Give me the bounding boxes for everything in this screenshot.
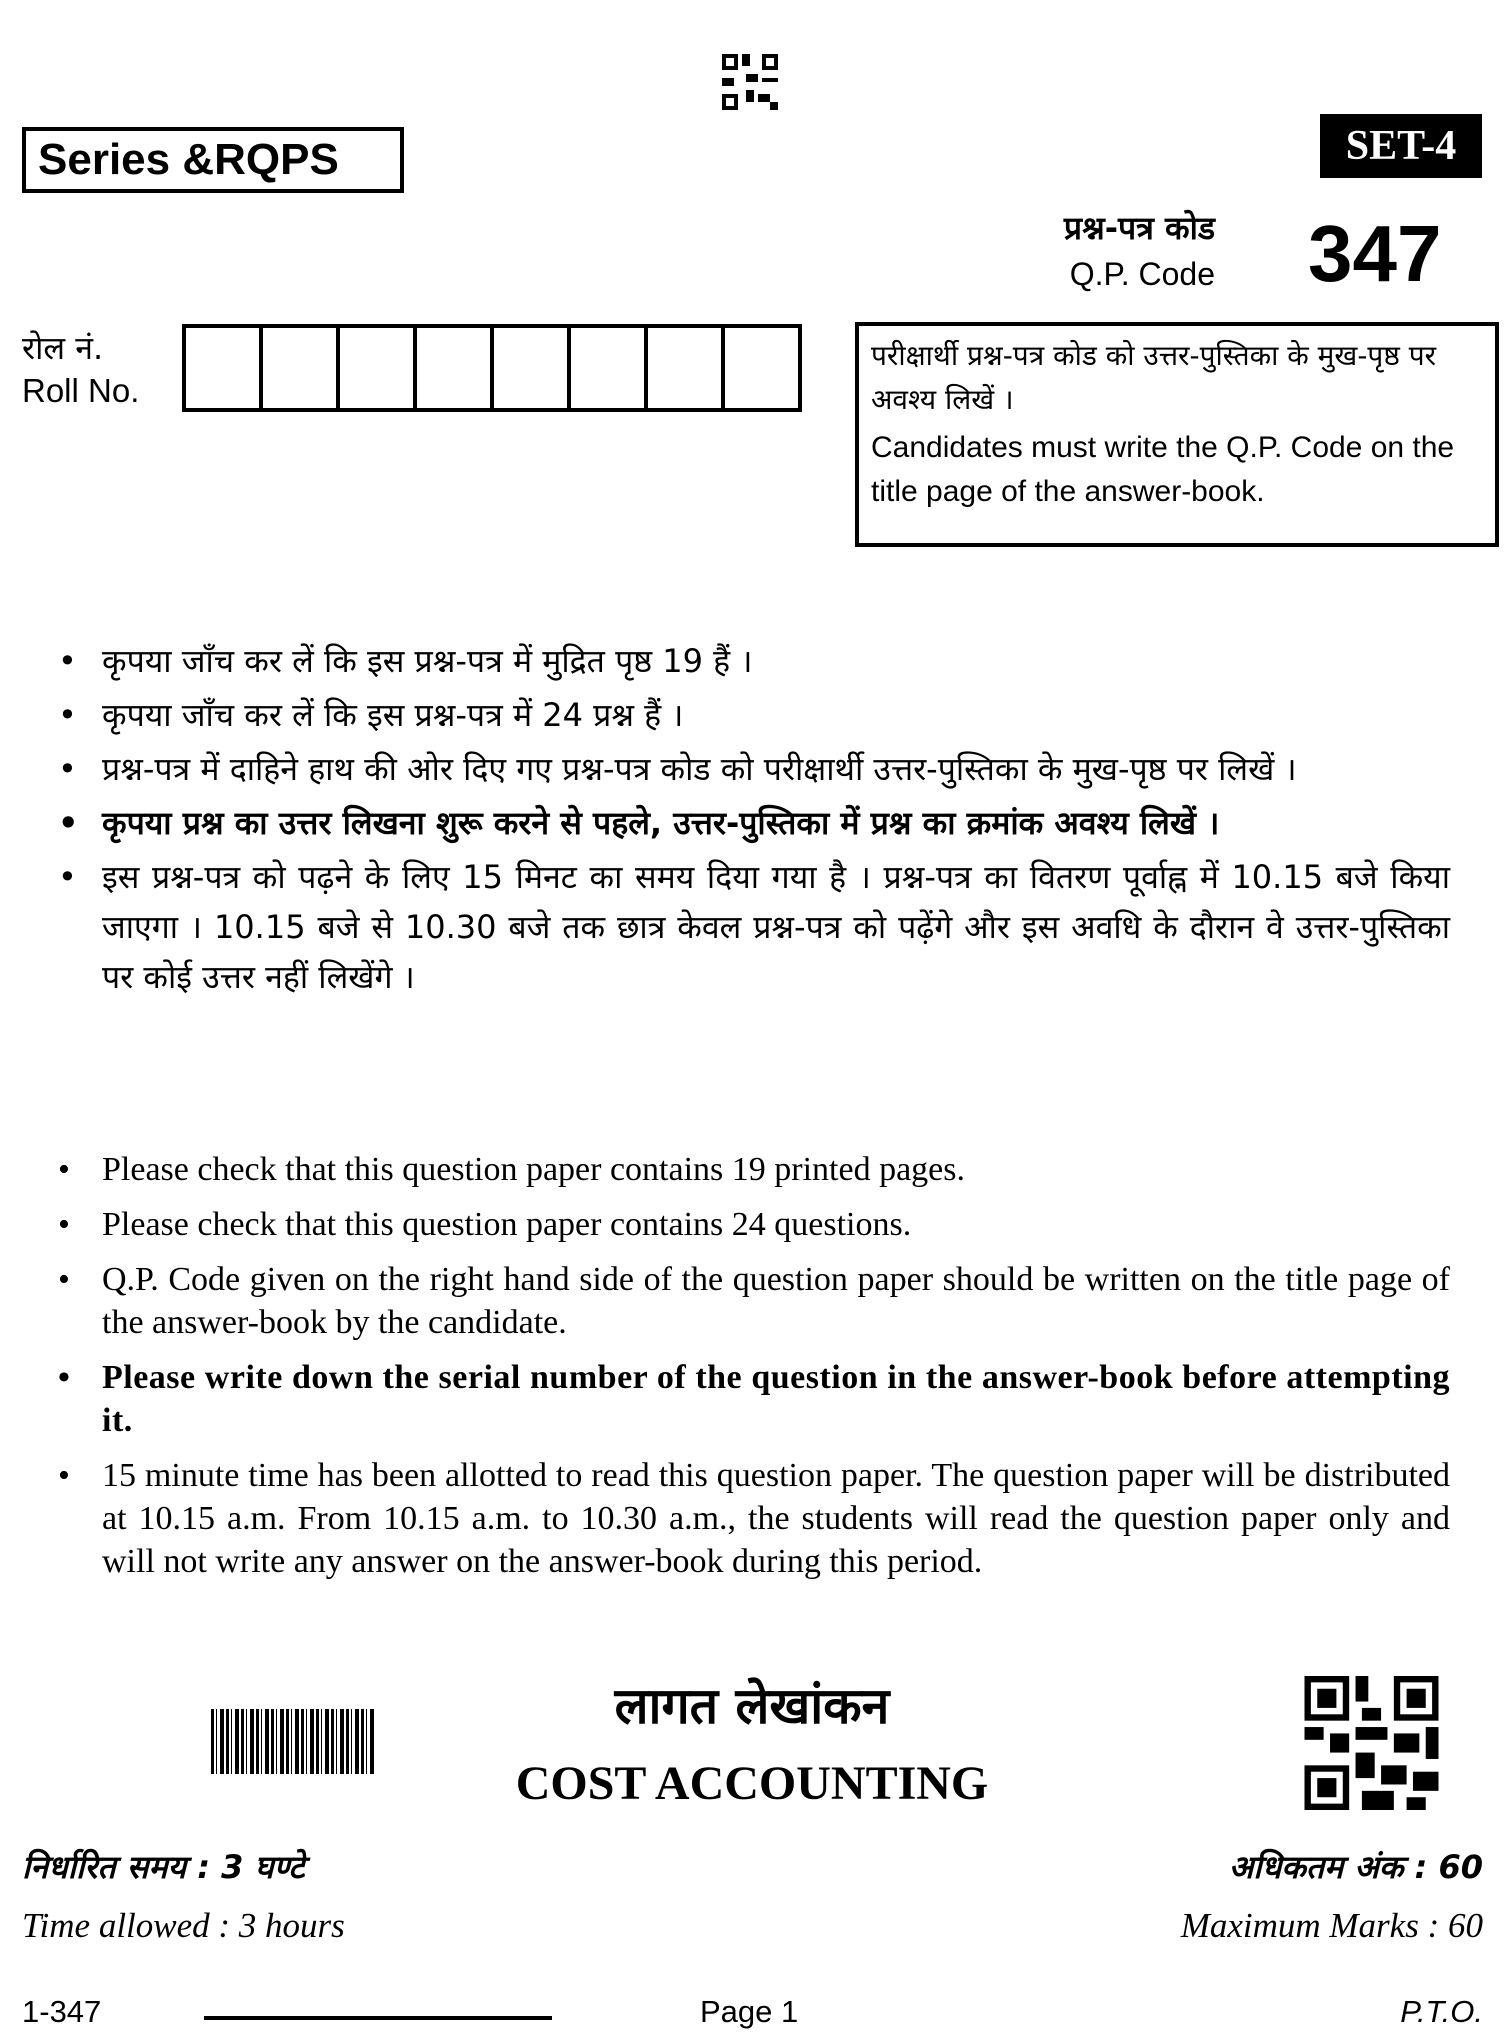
maximum-marks: Maximum Marks : 60 xyxy=(1180,1906,1483,1945)
roll-digit-box[interactable] xyxy=(186,328,263,408)
time-allowed-hindi: निर्धारित समय : 3 घण्टे xyxy=(22,1848,305,1886)
set-badge: SET-4 xyxy=(1320,114,1482,178)
roll-number-boxes[interactable] xyxy=(182,324,802,412)
pto-label: P.T.O. xyxy=(1400,1994,1483,2029)
instruction-item: • प्रश्न-पत्र में दाहिने हाथ की ओर दिए गए प्रश्न-पत्र कोड को परीक्षार्थी उत्तर-पुस्तिका के मुख-पृष्ठ पर लिखें । xyxy=(58,744,1450,794)
instruction-item: • Please write down the serial number of the question in the answer-book before attempting it. xyxy=(58,1356,1450,1442)
footer-divider xyxy=(204,2016,552,2020)
qp-code-notice xyxy=(855,322,1499,547)
roll-digit-box[interactable] xyxy=(340,328,417,408)
instruction-item: • Please check that this question paper contains 19 printed pages. xyxy=(58,1148,1450,1191)
instruction-item: • 15 minute time has been allotted to read this question paper. The question paper will be distributed at 10.15 a.m. From 10.15 a.m. to 10.30 a.m., the students will read the question paper only and will not write any answer on the answer-book during this period. xyxy=(58,1454,1450,1583)
instruction-item: • कृपया जाँच कर लें कि इस प्रश्न-पत्र में 24 प्रश्न हैं । xyxy=(58,690,1450,740)
roll-digit-box[interactable] xyxy=(494,328,571,408)
instruction-item: • Q.P. Code given on the right hand side of the question paper should be written on the title page of the answer-book by the candidate. xyxy=(58,1258,1450,1344)
qr-code-icon xyxy=(722,54,778,110)
subject-title: COST ACCOUNTING xyxy=(515,1757,989,1810)
instruction-item: • इस प्रश्न-पत्र को पढ़ने के लिए 15 मिनट का समय दिया गया है । प्रश्न-पत्र का वितरण पूर्वाह्न में 10.15 बजे किया जाएगा । 10.15 बजे से 10.30 बजे तक छात्र केवल प्रश्न-पत्र को पढ़ेंगे और इस अवधि के दौरान वे उत्तर-पुस्तिका पर कोई उत्तर नहीं लिखेंगे । xyxy=(58,852,1450,1002)
instructions-english xyxy=(58,1148,1450,1595)
roll-digit-box[interactable] xyxy=(725,328,802,408)
instructions-hindi xyxy=(58,636,1450,1006)
roll-digit-box[interactable] xyxy=(571,328,648,408)
roll-digit-box[interactable] xyxy=(648,328,725,408)
instruction-item: • Please check that this question paper contains 24 questions. xyxy=(58,1203,1450,1246)
roll-label-hindi: रोल नं. xyxy=(22,329,104,367)
page-number: Page 1 xyxy=(700,1994,799,2029)
barcode-icon xyxy=(211,1709,376,1774)
qp-code-value: 347 xyxy=(1308,209,1442,298)
time-allowed: Time allowed : 3 hours xyxy=(22,1906,345,1945)
instruction-item: • कृपया प्रश्न का उत्तर लिखना शुरू करने से पहले, उत्तर-पुस्तिका में प्रश्न का क्रमांक अवश्य लिखें । xyxy=(58,798,1450,848)
qp-code-label: Q.P. Code xyxy=(1069,256,1215,292)
notice-hindi: परीक्षार्थी प्रश्न-पत्र कोड को उत्तर-पुस्तिका के मुख-पृष्ठ पर अवश्य लिखें । xyxy=(871,339,1437,416)
roll-digit-box[interactable] xyxy=(263,328,340,408)
qp-code-label-hindi: प्रश्न-पत्र कोड xyxy=(1063,209,1215,247)
roll-label: Roll No. xyxy=(22,372,140,409)
maximum-marks-hindi: अधिकतम अंक : 60 xyxy=(1228,1848,1483,1886)
notice-english: Candidates must write the Q.P. Code on the title page of the answer-book. xyxy=(871,431,1455,508)
roll-digit-box[interactable] xyxy=(417,328,494,408)
footer-code: 1-347 xyxy=(22,1994,102,2029)
instruction-item: • कृपया जाँच कर लें कि इस प्रश्न-पत्र में मुद्रित पृष्ठ 19 हैं । xyxy=(58,636,1450,686)
series-label: Series &RQPS xyxy=(22,127,404,193)
qr-code-icon xyxy=(1303,1676,1440,1810)
subject-title-hindi: लागत लेखांकन xyxy=(614,1677,890,1735)
